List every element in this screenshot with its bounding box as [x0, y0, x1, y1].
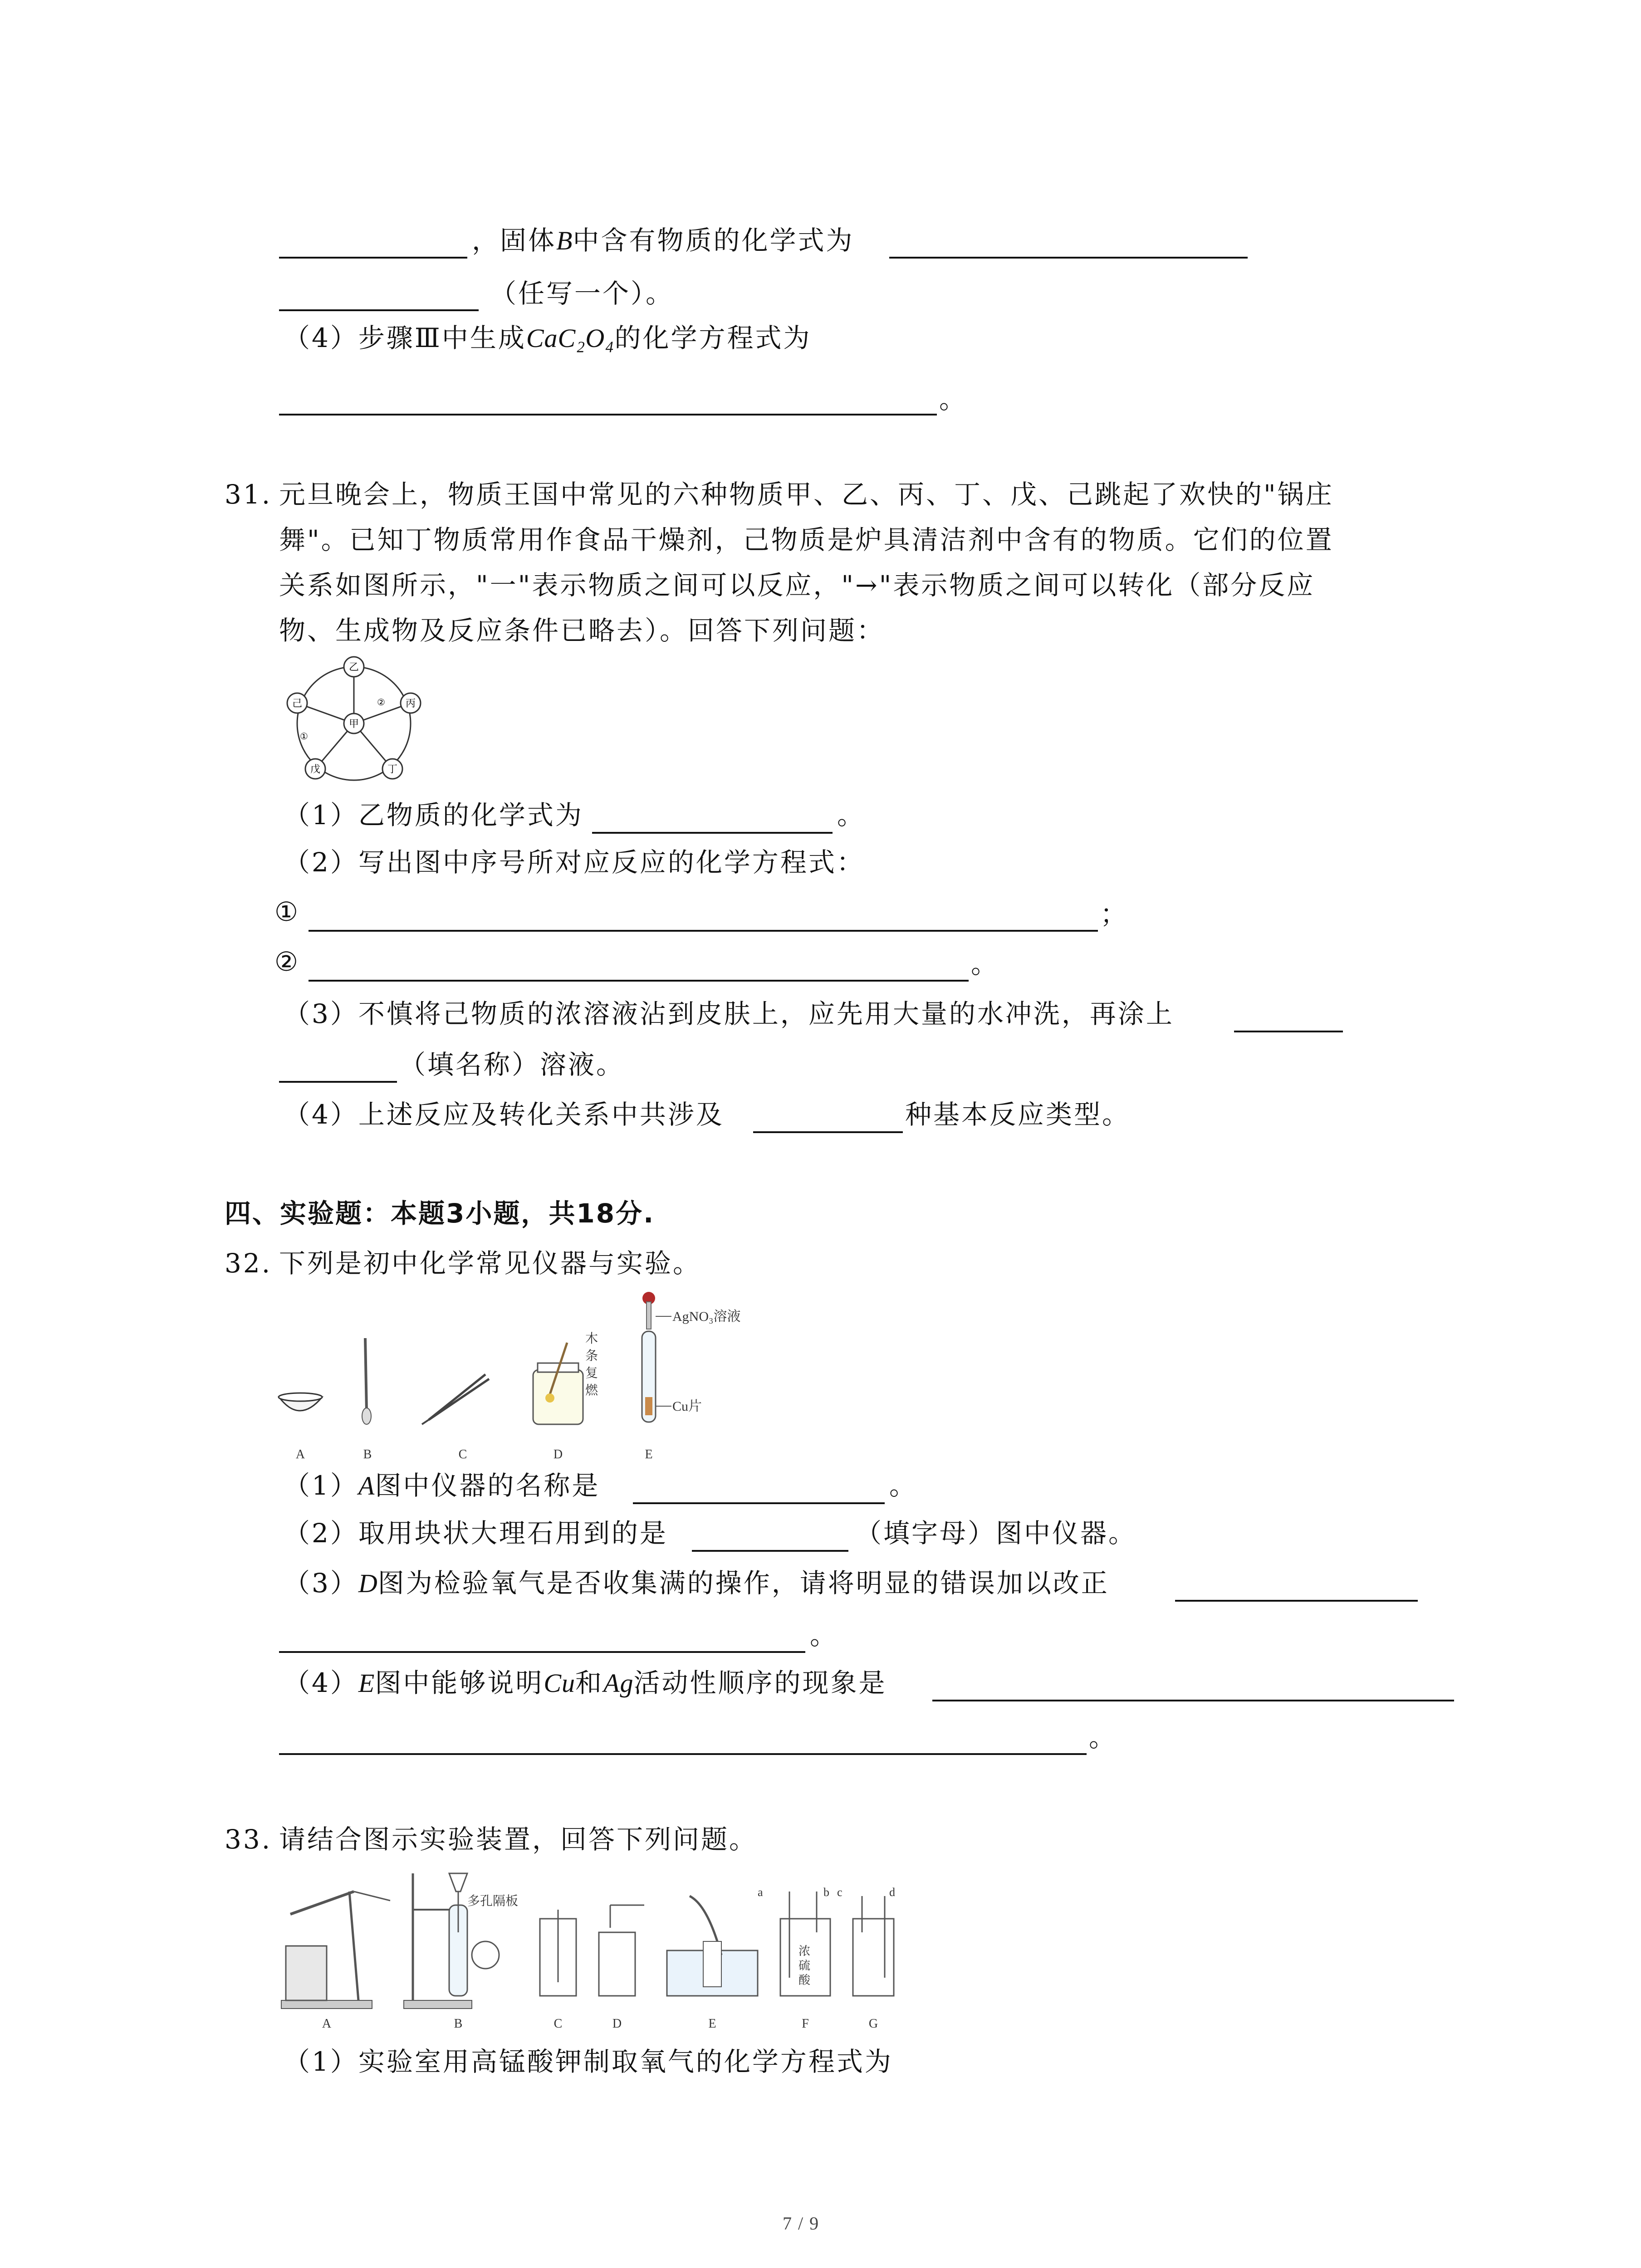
- text-line: ；: [1100, 899, 1129, 929]
- fig-e-top-label: AgNO₃溶液: [672, 1309, 741, 1324]
- text-line: （填字母）图中仪器。: [855, 1518, 1137, 1549]
- node-ding: 丁: [387, 764, 398, 775]
- answer-blank[interactable]: [692, 1550, 848, 1552]
- answer-blank[interactable]: [279, 257, 467, 259]
- question-number: 31.: [225, 479, 272, 510]
- port-b: b: [823, 1886, 829, 1899]
- question-part: （1）实验室用高锰酸钾制取氧气的化学方程式为: [284, 2046, 893, 2077]
- answer-blank[interactable]: [279, 1753, 1087, 1755]
- question-part: （1）A图中仪器的名称是: [284, 1470, 600, 1501]
- fig-d-text-1: 木: [585, 1331, 598, 1346]
- fig-label-a: A: [295, 1447, 305, 1461]
- question-part: （2）取用块状大理石用到的是: [284, 1518, 668, 1549]
- text-line: 。: [837, 800, 866, 831]
- answer-blank[interactable]: [309, 980, 969, 982]
- fig-f-text-3: 酸: [798, 1974, 811, 1987]
- fig33-label-a: A: [322, 2017, 332, 2031]
- text-line: 。: [939, 384, 968, 415]
- answer-blank[interactable]: [1175, 1600, 1418, 1602]
- question-part: （2）写出图中序号所对应反应的化学方程式：: [284, 847, 865, 878]
- question-stem: 舞"。已知丁物质常用作食品干燥剂，己物质是炉具清洁剂中含有的物质。它们的位置: [279, 524, 1334, 555]
- fig-label-c: C: [458, 1447, 467, 1461]
- fig-d-text-2: 条: [585, 1348, 598, 1363]
- fig33-label-c: C: [554, 2017, 563, 2031]
- answer-blank[interactable]: [1234, 1031, 1343, 1032]
- text-line: 。: [1089, 1722, 1117, 1753]
- answer-blank[interactable]: [279, 414, 937, 415]
- node-bing: 丙: [405, 698, 416, 709]
- answer-blank[interactable]: [753, 1131, 903, 1133]
- fig33-label-b: B: [454, 2017, 463, 2031]
- node-wu: 戊: [310, 764, 321, 775]
- node-jia: 甲: [348, 719, 359, 730]
- answer-blank[interactable]: [889, 257, 1248, 259]
- fig33-label-d: D: [612, 2017, 622, 2031]
- answer-blank[interactable]: [279, 309, 479, 311]
- fig-e-bottom-label: Cu片: [672, 1399, 702, 1414]
- mark-1: ①: [300, 731, 308, 742]
- question-stem: 物、生成物及反应条件已略去）。回答下列问题：: [279, 615, 885, 646]
- question-stem: 关系如图所示，"一"表示物质之间可以反应，"→"表示物质之间可以转化（部分反应: [279, 570, 1315, 601]
- fig-f-text-2: 硫: [798, 1959, 811, 1973]
- answer-blank[interactable]: [592, 832, 833, 834]
- question-stem: 下列是初中化学常见仪器与实验。: [279, 1248, 701, 1279]
- text-line: 。: [971, 948, 999, 979]
- answer-blank[interactable]: [633, 1502, 885, 1504]
- fig33-label-f: F: [802, 2017, 809, 2031]
- fig-f-text-1: 浓: [798, 1945, 811, 1958]
- question-stem: 元旦晚会上，物质王国中常见的六种物质甲、乙、丙、丁、戊、己跳起了欢快的"锅庄: [279, 479, 1334, 510]
- question-stem: 请结合图示实验装置，回答下列问题。: [279, 1824, 758, 1855]
- answer-blank[interactable]: [279, 1651, 805, 1653]
- question-part: （3）不慎将己物质的浓溶液沾到皮肤上，应先用大量的水冲洗，再涂上: [284, 998, 1174, 1029]
- apparatus-figure: [272, 1864, 930, 2046]
- instruments-figure: [272, 1288, 771, 1470]
- text-line: （任写一个）。: [490, 278, 674, 309]
- fig-d-text-3: 复: [585, 1365, 598, 1380]
- fig33-label-e: E: [708, 2017, 716, 2031]
- question-part: （1）乙物质的化学式为: [284, 800, 583, 831]
- question-number: 32.: [225, 1248, 272, 1279]
- node-ji: 己: [292, 698, 303, 709]
- answer-blank[interactable]: [279, 1081, 397, 1083]
- mark-label: ①: [274, 896, 300, 927]
- fig33-label-g: G: [868, 2017, 878, 2031]
- fig-label-b: B: [363, 1447, 372, 1461]
- substance-relation-diagram: [272, 653, 436, 789]
- port-a: a: [758, 1886, 763, 1899]
- page-number: 7 / 9: [783, 2213, 820, 2234]
- answer-blank[interactable]: [309, 930, 1098, 932]
- text-line: （填名称）溶液。: [399, 1049, 625, 1080]
- fig-label-e: E: [645, 1447, 653, 1461]
- fig-label-d: D: [553, 1447, 563, 1461]
- mark-2: ②: [377, 697, 385, 708]
- question-number: 33.: [225, 1824, 272, 1855]
- text-line: 。: [810, 1620, 838, 1651]
- text-line: ，固体B中含有物质的化学式为: [472, 225, 854, 256]
- fig-d-text-4: 燃: [585, 1383, 598, 1398]
- node-yi: 乙: [348, 662, 359, 673]
- mark-label: ②: [274, 946, 300, 977]
- text-line: 种基本反应类型。: [905, 1099, 1131, 1130]
- question-part: （4）步骤Ⅲ中生成CaC₂O₄的化学方程式为: [284, 323, 812, 353]
- section-heading: 四、实验题：本题3小题，共18分.: [225, 1198, 655, 1229]
- text-line: 。: [889, 1470, 918, 1501]
- question-part: （3）D图为检验氧气是否收集满的操作，请将明显的错误加以改正: [284, 1568, 1109, 1598]
- port-d: d: [889, 1886, 895, 1899]
- question-part: （4）E图中能够说明Cu和Ag活动性顺序的现象是: [284, 1667, 887, 1698]
- port-c: c: [837, 1886, 843, 1899]
- answer-blank[interactable]: [932, 1700, 1454, 1701]
- question-part: （4）上述反应及转化关系中共涉及: [284, 1099, 724, 1130]
- fig-b-text: 多孔隔板: [467, 1893, 519, 1908]
